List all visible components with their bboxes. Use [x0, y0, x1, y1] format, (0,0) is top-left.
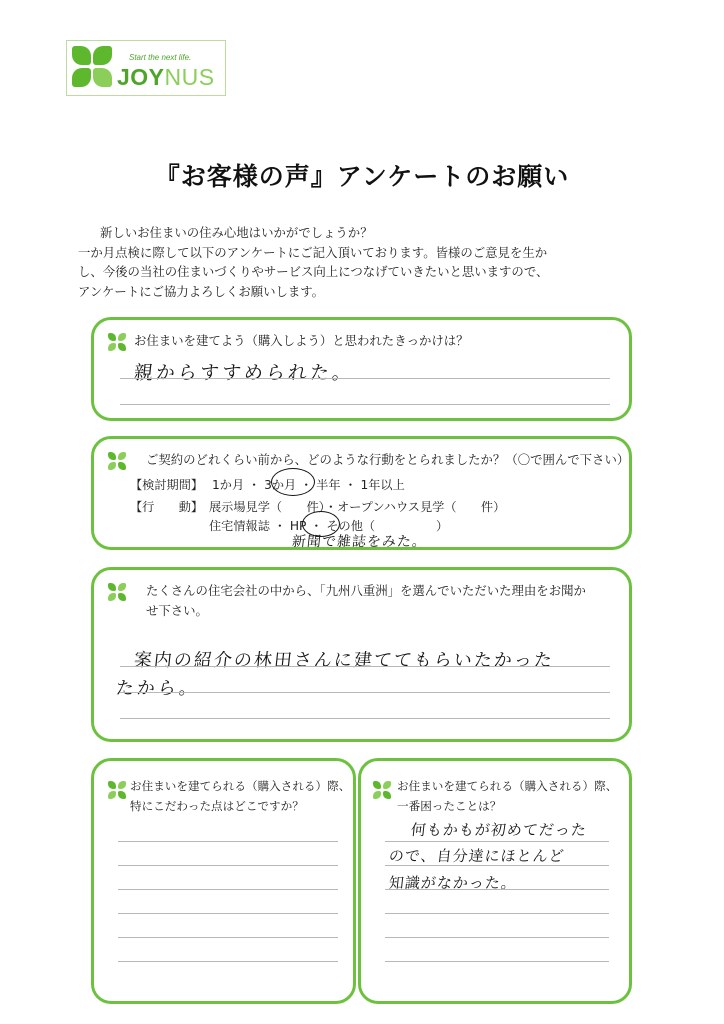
handwritten-answer: 親からすすめられた。 [132, 362, 356, 384]
question-box-2 [91, 436, 632, 550]
logo-tagline: Start the next life. [129, 53, 192, 62]
question-text: 特にこだわった点はどこですか？ [130, 799, 304, 813]
selected-period-circle [271, 468, 315, 496]
answer-line [120, 718, 610, 719]
intro-line: アンケートにご協力よろしくお願いします。 [78, 283, 325, 299]
page-title: 『お客様の声』アンケートのお願い [154, 162, 570, 191]
handwritten-answer: 知識がなかった。 [388, 874, 518, 892]
question-text: せ下さい。 [146, 603, 208, 618]
answer-line [118, 961, 338, 962]
clover-bullet-icon [108, 333, 128, 353]
clover-bullet-icon [108, 583, 128, 603]
clover-bullet-icon [108, 452, 128, 472]
answer-line [120, 378, 610, 379]
answer-line [118, 841, 338, 842]
question-text: 一番困ったことは？ [397, 799, 502, 813]
handwritten-answer: 案内の紹介の林田さんに建ててもらいたかった [132, 650, 555, 671]
question-box-4 [91, 758, 356, 1004]
clover-bullet-icon [373, 781, 393, 801]
question-text: ご契約のどれくらい前から、どのような行動をとられましたか？（〇で囲んで下さい） [146, 452, 630, 467]
answer-line [385, 865, 609, 866]
action-label: 【行 動】 [130, 500, 204, 514]
handwritten-answer: たから。 [114, 678, 201, 699]
handwritten-answer: ので、自分達にほとんど [388, 847, 566, 865]
answer-line [385, 937, 609, 938]
question-text: たくさんの住宅会社の中から、「九州八重洲」を選んでいただいた理由をお聞か [146, 583, 586, 598]
handwritten-answer: 何もかもが初めてだった [410, 821, 588, 839]
answer-line [118, 865, 338, 866]
answer-line [120, 404, 610, 405]
period-options: 1か月 ・ 3か月 ・ 半年 ・ 1年以上 [212, 478, 405, 492]
question-box-1 [91, 317, 632, 421]
brand-name [117, 64, 215, 90]
brand-part1: JOY [117, 64, 165, 90]
answer-line [385, 913, 609, 914]
intro-line: し、今後の当社の住まいづくりやサービス向上につなげていきたいと思いますので、 [78, 264, 549, 280]
intro-text [78, 223, 620, 301]
answer-line [385, 961, 609, 962]
answer-line [118, 889, 338, 890]
question-box-3 [91, 567, 632, 742]
answer-line [385, 841, 609, 842]
clover-logo-icon [72, 46, 114, 90]
question-text: お住まいを建てられる（購入される）際、 [397, 779, 618, 793]
handwritten-answer: 新聞で雑誌をみた。 [291, 534, 428, 550]
clover-bullet-icon [108, 781, 128, 801]
company-logo [66, 40, 226, 96]
question-text: お住まいを建てられる（購入される）際、 [130, 779, 351, 793]
answer-line [118, 937, 338, 938]
question-text: お住まいを建てよう（購入しよう）と思われたきっかけは？ [134, 333, 469, 348]
answer-line [118, 913, 338, 914]
intro-line: 新しいお住まいの住み心地はいかがでしょうか？ [100, 225, 373, 240]
period-label: 【検討期間】 [130, 478, 204, 492]
question-box-5 [358, 758, 632, 1004]
answer-line [120, 692, 610, 693]
action-options-2: 住宅情報誌 ・ HP ・ その他（ ） [209, 519, 449, 533]
action-options-1: 展示場見学（ 件）・オープンハウス見学（ 件） [209, 500, 506, 514]
answer-line [120, 666, 610, 667]
intro-line: 一か月点検に際して以下のアンケートにご記入頂いております。皆様のご意見を生か [78, 244, 548, 260]
brand-part2: NUS [164, 64, 215, 90]
answer-line [385, 889, 609, 890]
